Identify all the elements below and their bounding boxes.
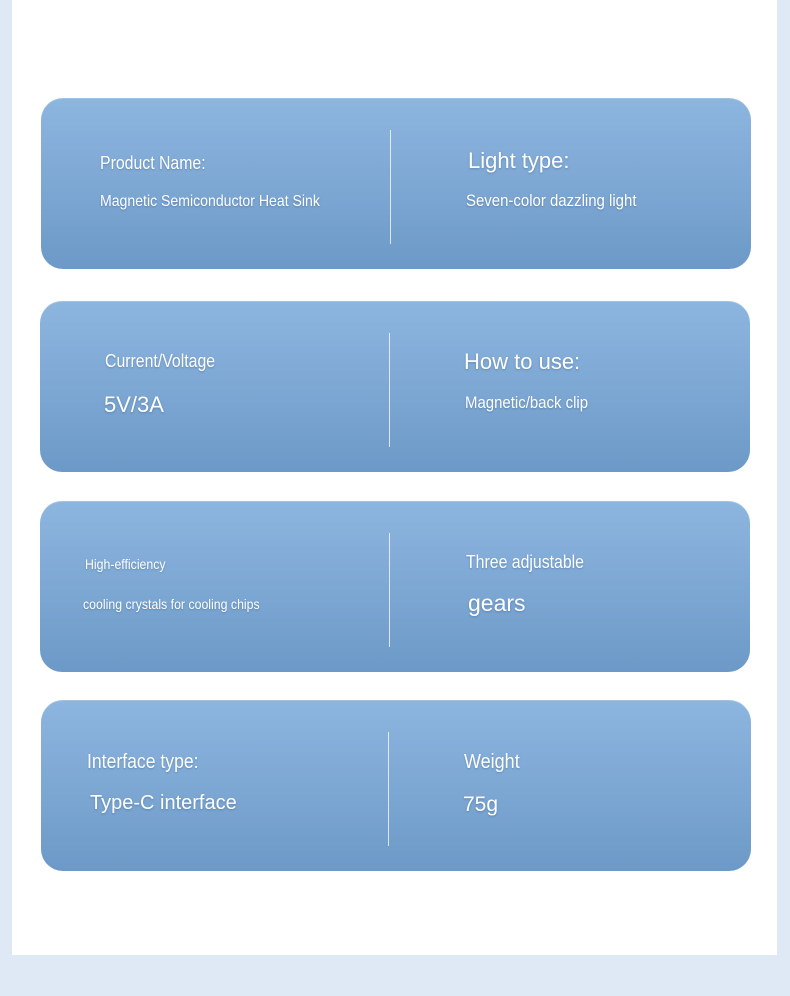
cooling-value: cooling crystals for cooling chips bbox=[83, 596, 260, 612]
card-divider bbox=[389, 533, 390, 647]
card-divider bbox=[388, 732, 389, 846]
card-divider bbox=[390, 130, 391, 244]
weight-label: Weight bbox=[464, 751, 520, 773]
cooling-label: High-efficiency bbox=[85, 556, 166, 572]
product-name-label: Product Name: bbox=[100, 153, 206, 173]
card-divider bbox=[389, 333, 390, 447]
spec-card-current-voltage bbox=[40, 301, 750, 472]
interface-type-value: Type-C interface bbox=[90, 792, 237, 814]
current-voltage-value: 5V/3A bbox=[104, 392, 164, 417]
weight-value: 75g bbox=[463, 793, 499, 816]
how-to-use-label: How to use: bbox=[464, 349, 581, 374]
interface-type-label: Interface type: bbox=[87, 751, 199, 773]
light-type-label: Light type: bbox=[468, 148, 570, 173]
spec-card-product-name bbox=[41, 98, 751, 269]
light-type-value: Seven-color dazzling light bbox=[466, 191, 637, 210]
how-to-use-value: Magnetic/back clip bbox=[465, 393, 589, 412]
current-voltage-label: Current/Voltage bbox=[105, 351, 216, 371]
gears-value: gears bbox=[468, 590, 526, 616]
gears-label: Three adjustable bbox=[466, 552, 585, 572]
spec-card-interface bbox=[41, 700, 751, 871]
spec-card-cooling bbox=[40, 501, 750, 672]
product-name-value: Magnetic Semiconductor Heat Sink bbox=[100, 193, 320, 210]
